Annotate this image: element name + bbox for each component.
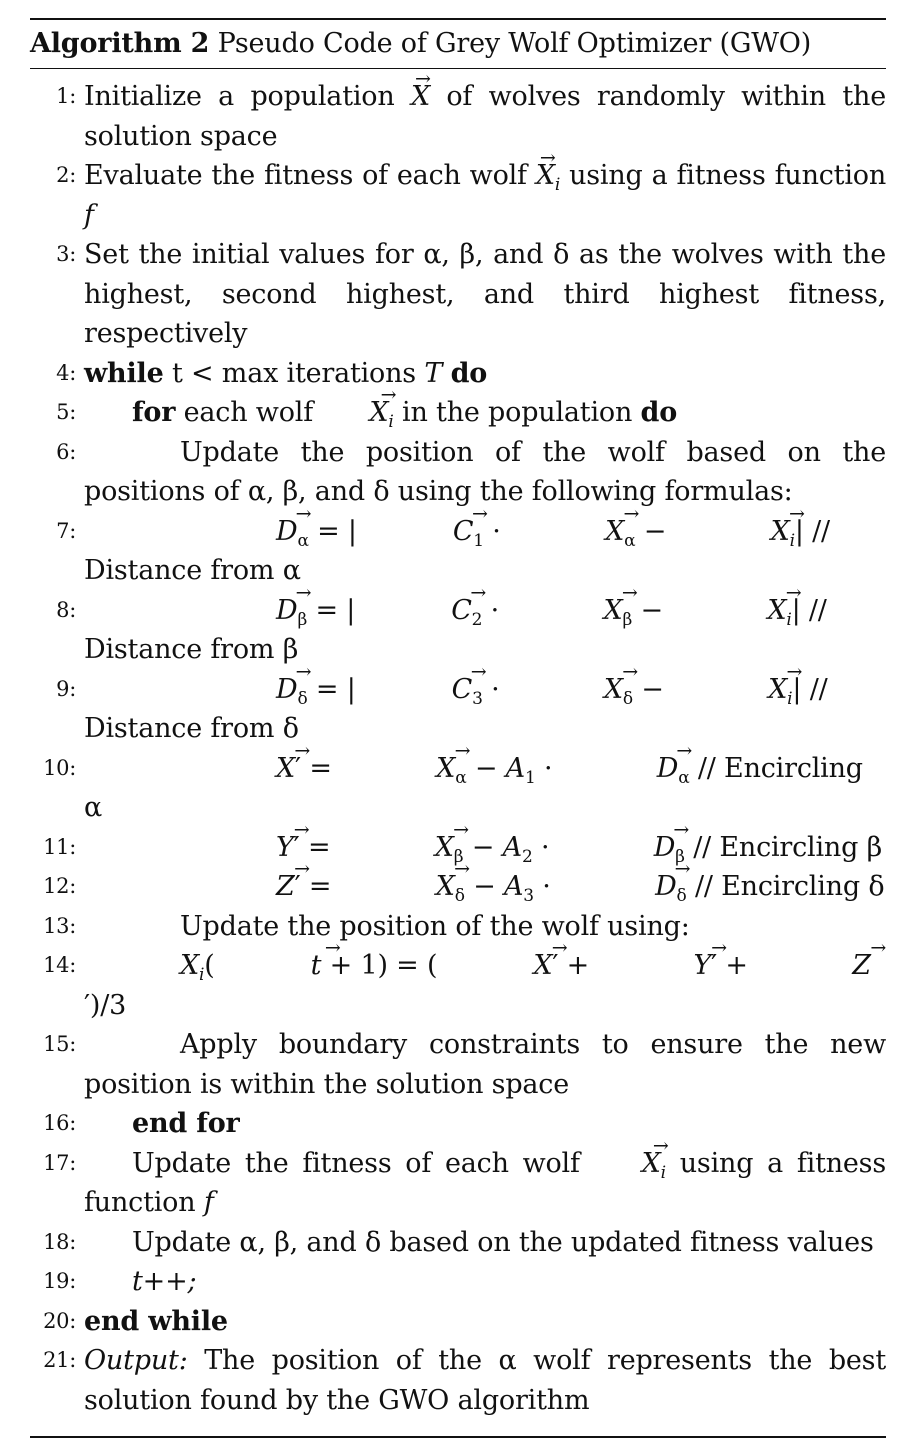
algorithm-line-3: [30, 235, 886, 354]
line-number: 9:: [56, 676, 76, 701]
algorithm-line-1: [30, 77, 886, 156]
line-number: 5:: [56, 400, 76, 424]
algorithm-line-4: [30, 354, 886, 394]
algorithm-block: [30, 18, 886, 1438]
line-content: → $D_\beta$ = |→ $C_2$ · → $X_\beta$ − → $X_i|$ // Distance from β: [84, 591, 886, 670]
line-number: 2:: [56, 163, 76, 187]
line-number: 8:: [56, 597, 76, 622]
line-content: while t < max iterations T do: [84, 357, 488, 389]
line-content: Update the fitness of each wolf → $X_i$ using a fitness function f: [84, 1144, 886, 1223]
line-number: 19:: [43, 1269, 76, 1293]
algorithm-line-5: [30, 393, 886, 433]
algorithm-line-16: [30, 1104, 886, 1144]
algorithm-line-18: [30, 1223, 886, 1263]
line-number: 10:: [43, 755, 76, 780]
line-content: → Z′ = → $X_\delta - A_3$ · → $D_\delta$ // Encircling δ: [84, 867, 886, 907]
algorithm-line-15: [30, 1025, 886, 1104]
line-number: 16:: [43, 1111, 76, 1135]
line-content: Initialize a population → X of wolves randomly within the solution space: [84, 77, 886, 156]
line-number: 3:: [56, 242, 76, 266]
line-content: Output: The position of the α wolf represents the best solution found by the GWO algorithm: [84, 1345, 886, 1416]
line-content: Apply boundary constraints to ensure the new position is within the solution space: [84, 1029, 886, 1100]
line-content: Update the position of the wolf based on the positions of α, β, and δ using the following formulas:: [84, 436, 886, 507]
line-content: $X_i(\to t + 1)$ = (→ X′ + → Y′ + → Z′)/3: [84, 946, 886, 1025]
line-number: 20:: [43, 1308, 76, 1333]
line-number: 1:: [56, 84, 76, 108]
line-content: t++;: [132, 1266, 197, 1297]
line-content: Update α, β, and δ based on the updated fitness values: [132, 1226, 874, 1258]
line-number: 14:: [43, 953, 76, 977]
line-number: 7:: [56, 518, 76, 543]
caption-label: Algorithm 2: [30, 28, 210, 59]
line-number: 17:: [43, 1150, 76, 1175]
line-content: Evaluate the fitness of each wolf → $X_i$ using a fitness function f: [84, 156, 886, 235]
line-number: 18:: [43, 1229, 76, 1254]
line-content: end for: [132, 1108, 240, 1139]
line-content: for each wolf → $X_i$ in the population do: [84, 393, 886, 433]
algorithm-line-21: [30, 1341, 886, 1420]
line-number: 6:: [56, 439, 76, 464]
line-number: 21:: [43, 1348, 76, 1372]
algorithm-lines: [30, 69, 886, 1420]
line-number: 4:: [56, 360, 76, 385]
algorithm-caption: [30, 20, 886, 68]
line-content: end while: [84, 1305, 228, 1337]
algorithm-line-19: [30, 1262, 886, 1302]
algorithm-line-12: [30, 867, 886, 907]
line-content: Set the initial values for α, β, and δ as the wolves with the highest, second highest, and third highest fitness, respectively: [84, 239, 886, 349]
line-number: 12:: [43, 874, 76, 898]
line-number: 13:: [43, 913, 76, 938]
algorithm-line-14: [30, 946, 886, 1025]
line-number: 11:: [43, 834, 76, 859]
algorithm-line-17: [30, 1144, 886, 1223]
line-content: → X′ = → $X_\alpha - A_1$ · → $D_\alpha$ // Encircling α: [84, 749, 886, 828]
algorithm-line-2: [30, 156, 886, 235]
line-content: Update the position of the wolf using:: [180, 910, 690, 942]
line-number: 15:: [43, 1032, 76, 1056]
line-content: → Y′ = → $X_\beta - A_2$ · → $D_\beta$ // Encircling β: [84, 828, 886, 868]
line-content: → $D_\delta$ = |→ $C_3$ · → $X_\delta$ − → $X_i|$ // Distance from δ: [84, 670, 886, 749]
algorithm-line-20: [30, 1302, 886, 1342]
caption-title: Pseudo Code of Grey Wolf Optimizer (GWO): [217, 28, 812, 59]
line-content: → $D_\alpha$ = |→ $C_1$ · → $X_\alpha$ − → $X_i|$ // Distance from α: [84, 512, 886, 591]
